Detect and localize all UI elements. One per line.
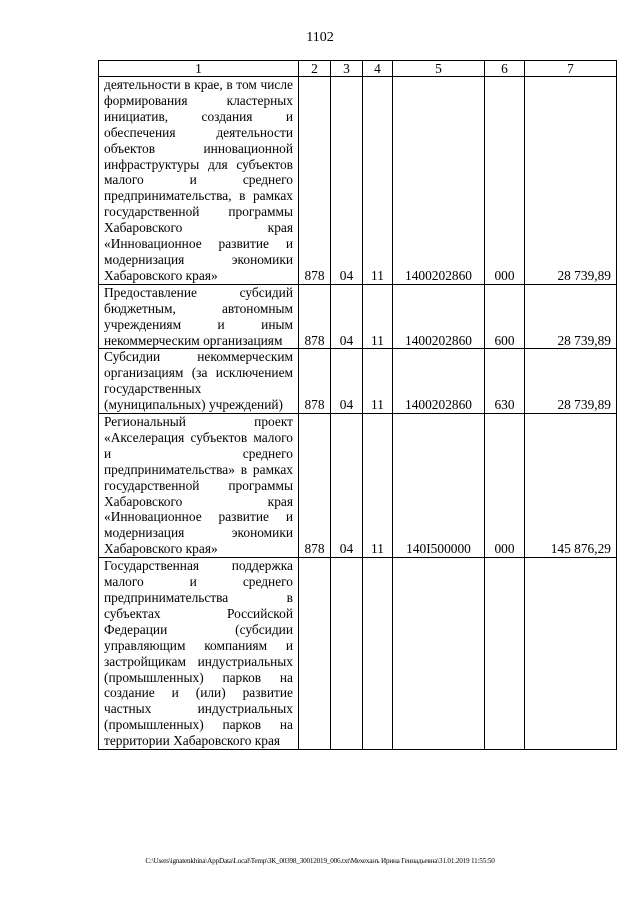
cell-subsection: 11 bbox=[363, 77, 393, 285]
column-header: 5 bbox=[393, 61, 485, 77]
row-name: деятельности в крае, в том числе формирования кластерных инициатив, создания и обеспечения деятельности объектов инновационной инфраструктуры для субъектов малого и среднего предпринимательства, в рамках государственной программы Хабаровского края «Инновационное развитие и модернизация экономики Хабаровского края» bbox=[99, 77, 299, 285]
cell-section: 04 bbox=[331, 414, 363, 558]
row-name: Региональный проект «Акселерация субъектов малого и среднего предпринимательства» в рамках государственной программы Хабаровского края «Инновационное развитие и модернизация экономики Хабаровского края» bbox=[99, 414, 299, 558]
column-header: 4 bbox=[363, 61, 393, 77]
cell-subsection: 11 bbox=[363, 414, 393, 558]
table-row bbox=[99, 414, 617, 558]
cell-target-article: 140I500000 bbox=[393, 414, 485, 558]
cell-section: 04 bbox=[331, 349, 363, 414]
table-row bbox=[99, 284, 617, 349]
cell-amount: 28 739,89 bbox=[525, 349, 617, 414]
cell-amount bbox=[525, 558, 617, 750]
cell-subsection: 11 bbox=[363, 349, 393, 414]
row-name: Предоставление субсидий бюджетным, автономным учреждениям и иным некоммерческим организациям bbox=[99, 284, 299, 349]
row-name: Государственная поддержка малого и среднего предпринимательства в субъектах Российской Федерации (субсидии управляющим компаниям и застройщикам индустриальных (промышленных) парков на создание и (или) развитие частных индустриальных (промышленных) парков на территории Хабаровского края bbox=[99, 558, 299, 750]
cell-target-article: 1400202860 bbox=[393, 284, 485, 349]
cell-amount: 28 739,89 bbox=[525, 284, 617, 349]
table-header-row bbox=[99, 61, 617, 77]
cell-target-article: 1400202860 bbox=[393, 349, 485, 414]
cell-section: 04 bbox=[331, 77, 363, 285]
cell-expense-type: 000 bbox=[485, 77, 525, 285]
cell-expense-type: 000 bbox=[485, 414, 525, 558]
cell-subsection: 11 bbox=[363, 284, 393, 349]
budget-table bbox=[98, 60, 617, 750]
column-header: 7 bbox=[525, 61, 617, 77]
column-header: 1 bbox=[99, 61, 299, 77]
table-row bbox=[99, 349, 617, 414]
table-row bbox=[99, 77, 617, 285]
cell-admin-code: 878 bbox=[299, 414, 331, 558]
cell-target-article: 1400202860 bbox=[393, 77, 485, 285]
cell-section: 04 bbox=[331, 284, 363, 349]
cell-subsection bbox=[363, 558, 393, 750]
column-header: 6 bbox=[485, 61, 525, 77]
file-path-footer: C:\Users\ignatenkhina\AppData\Local\Temp\ЗК_00398_30012019_006.txt\Мехеханъ Ирина Геннадьевна\31.01.2019 11:55:50 bbox=[145, 857, 495, 865]
cell-expense-type: 630 bbox=[485, 349, 525, 414]
cell-admin-code: 878 bbox=[299, 349, 331, 414]
cell-amount: 145 876,29 bbox=[525, 414, 617, 558]
column-header: 2 bbox=[299, 61, 331, 77]
table-row bbox=[99, 558, 617, 750]
page-number: 1102 bbox=[306, 30, 334, 45]
cell-admin-code: 878 bbox=[299, 284, 331, 349]
cell-section bbox=[331, 558, 363, 750]
cell-amount: 28 739,89 bbox=[525, 77, 617, 285]
column-header: 3 bbox=[331, 61, 363, 77]
cell-target-article bbox=[393, 558, 485, 750]
cell-admin-code bbox=[299, 558, 331, 750]
row-name: Субсидии некоммерческим организациям (за исключением государственных (муниципальных) учреждений) bbox=[99, 349, 299, 414]
cell-admin-code: 878 bbox=[299, 77, 331, 285]
cell-expense-type: 600 bbox=[485, 284, 525, 349]
cell-expense-type bbox=[485, 558, 525, 750]
